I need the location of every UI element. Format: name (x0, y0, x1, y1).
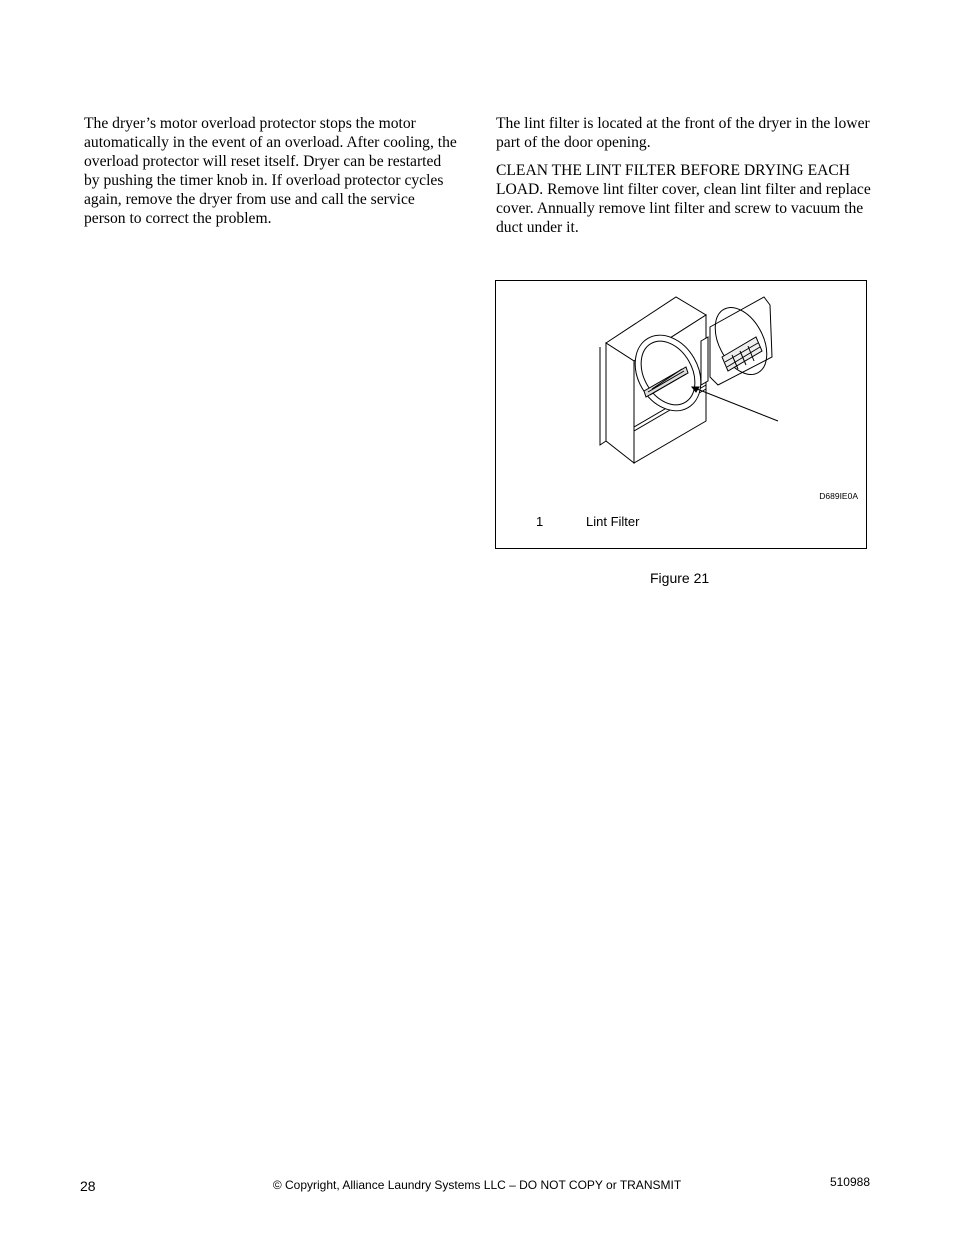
copyright-notice: © Copyright, Alliance Laundry Systems LLC – DO NOT COPY or TRANSMIT (272, 1178, 682, 1192)
legend-number: 1 (536, 514, 544, 529)
document-number: 510988 (829, 1175, 870, 1189)
lint-filter-location-paragraph: The lint filter is located at the front of the dryer in the lower part of the door opening. (496, 115, 870, 151)
legend-label: Lint Filter (586, 514, 640, 529)
page-number: 28 (80, 1178, 96, 1194)
figure-box (495, 280, 867, 549)
overload-protector-paragraph: The dryer’s motor overload protector stops the motor automatically in the event of an overload. After cooling, the overload protector will reset itself. Dryer can be restarted by pushing the timer knob in. If overload protector cycles again, remove the dryer from use and call the service person to correct the problem. (84, 115, 457, 227)
lint-filter-cleaning-paragraph: CLEAN THE LINT FILTER BEFORE DRYING EACH LOAD. Remove lint filter cover, clean lint filter and replace cover. Annually remove lint filter and screw to vacuum the duct under it. (496, 162, 871, 236)
figure-caption: Figure 21 (650, 570, 710, 586)
dryer-illustration (496, 281, 866, 548)
drawing-code: D689IE0A (819, 491, 858, 501)
